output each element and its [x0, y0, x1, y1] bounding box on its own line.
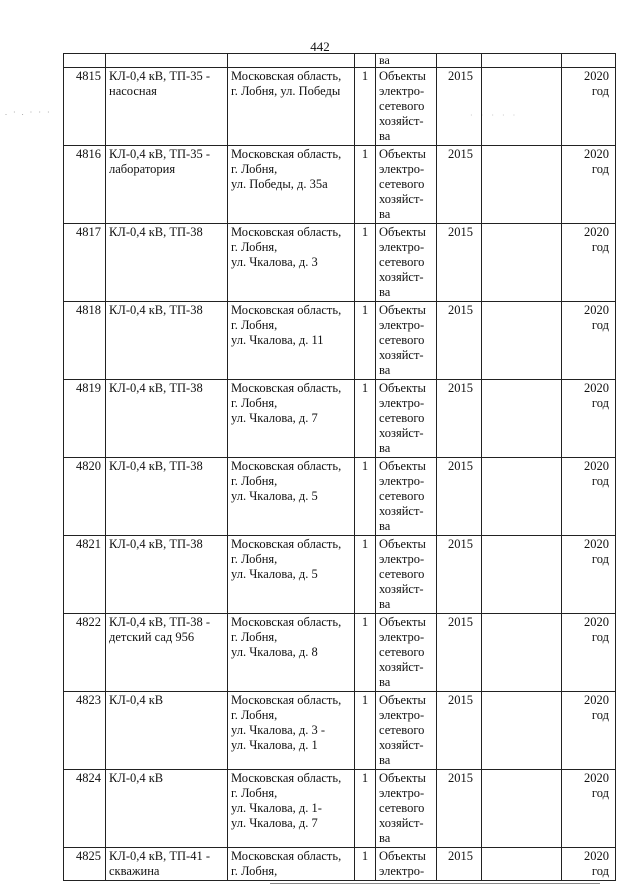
category-line: Объекты — [379, 615, 426, 629]
quantity: 1 — [355, 380, 376, 458]
empty-cell — [482, 614, 562, 692]
table-row — [64, 692, 616, 770]
category-line: Объекты — [379, 849, 426, 863]
address-line: Московская область, — [231, 615, 342, 629]
deadline: 2020 год — [562, 458, 616, 536]
address-line: ул. Чкалова, д. 7 — [231, 411, 318, 425]
table-row — [64, 380, 616, 458]
category-line: сетевого — [379, 177, 425, 191]
empty-cell — [482, 302, 562, 380]
deadline: 2020 год — [562, 224, 616, 302]
category-line: электро- — [379, 84, 425, 98]
year: 2015 — [437, 848, 482, 881]
category-line: хозяйст- — [379, 192, 424, 206]
category-line: хозяйст- — [379, 426, 424, 440]
year: 2015 — [437, 770, 482, 848]
address-line: ул. Чкалова, д. 8 — [231, 645, 318, 659]
category-line: хозяйст- — [379, 348, 424, 362]
category-line: сетевого — [379, 567, 425, 581]
address-line: ул. Чкалова, д. 5 — [231, 567, 318, 581]
category-line: хозяйст- — [379, 816, 424, 830]
address-line: ул. Чкалова, д. 1- — [231, 801, 322, 815]
register-table — [63, 53, 616, 881]
category-line: ва — [379, 831, 391, 845]
address-line: г. Лобня, — [231, 864, 278, 878]
empty-cell — [482, 146, 562, 224]
object-name: КЛ-0,4 кВ, ТП-38 — [106, 302, 228, 380]
category-line: ва — [379, 597, 391, 611]
address-line: ул. Чкалова, д. 5 — [231, 489, 318, 503]
object-address — [228, 614, 355, 692]
category-line: хозяйст- — [379, 270, 424, 284]
category-line: сетевого — [379, 801, 425, 815]
object-name: КЛ-0,4 кВ, ТП-38 — [106, 536, 228, 614]
object-address — [228, 536, 355, 614]
object-name: КЛ-0,4 кВ, ТП-35 - насосная — [106, 68, 228, 146]
address-line: Московская область, — [231, 225, 342, 239]
category-line: электро- — [379, 162, 425, 176]
year: 2015 — [437, 692, 482, 770]
address-line: г. Лобня, — [231, 396, 278, 410]
object-name: КЛ-0,4 кВ, ТП-38 — [106, 224, 228, 302]
quantity: 1 — [355, 536, 376, 614]
address-line: г. Лобня, — [231, 708, 278, 722]
deadline: 2020 год — [562, 302, 616, 380]
object-category — [376, 380, 437, 458]
object-category — [376, 302, 437, 380]
year: 2015 — [437, 224, 482, 302]
object-category — [376, 848, 437, 881]
address-line: ул. Чкалова, д. 11 — [231, 333, 324, 347]
row-number: 4816 — [64, 146, 106, 224]
year: 2015 — [437, 146, 482, 224]
category-line: ва — [379, 441, 391, 455]
table-row — [64, 848, 616, 881]
object-address — [228, 302, 355, 380]
category-line: ва — [379, 675, 391, 689]
quantity: 1 — [355, 68, 376, 146]
address-line: г. Лобня, — [231, 474, 278, 488]
category-line: Объекты — [379, 147, 426, 161]
object-name: КЛ-0,4 кВ, ТП-41 - скважина — [106, 848, 228, 881]
year: 2015 — [437, 614, 482, 692]
address-line: г. Лобня, ул. Победы — [231, 84, 341, 98]
object-category — [376, 770, 437, 848]
row-number: 4824 — [64, 770, 106, 848]
object-address — [228, 692, 355, 770]
table-row — [64, 770, 616, 848]
row-number: 4821 — [64, 536, 106, 614]
deadline: 2020 год — [562, 146, 616, 224]
address-line: г. Лобня, — [231, 786, 278, 800]
address-line: г. Лобня, — [231, 630, 278, 644]
row-number: 4823 — [64, 692, 106, 770]
category-line: Объекты — [379, 381, 426, 395]
address-line: Московская область, — [231, 303, 342, 317]
category-line: Объекты — [379, 69, 426, 83]
address-line: Московская область, — [231, 381, 342, 395]
continuation-text: ва — [376, 54, 437, 68]
category-line: электро- — [379, 708, 425, 722]
empty-cell — [482, 458, 562, 536]
category-line: хозяйст- — [379, 582, 424, 596]
row-number: 4815 — [64, 68, 106, 146]
address-line: г. Лобня, — [231, 318, 278, 332]
object-category — [376, 68, 437, 146]
object-name: КЛ-0,4 кВ, ТП-38 — [106, 458, 228, 536]
address-line: ул. Победы, д. 35а — [231, 177, 328, 191]
table-row — [64, 614, 616, 692]
address-line: г. Лобня, — [231, 162, 278, 176]
address-line: Московская область, — [231, 771, 342, 785]
category-line: Объекты — [379, 771, 426, 785]
category-line: электро- — [379, 630, 425, 644]
object-address — [228, 848, 355, 881]
object-name: КЛ-0,4 кВ — [106, 692, 228, 770]
object-address — [228, 146, 355, 224]
deadline: 2020 год — [562, 536, 616, 614]
empty-cell — [482, 770, 562, 848]
deadline: 2020 год — [562, 770, 616, 848]
object-category — [376, 458, 437, 536]
category-line: хозяйст- — [379, 114, 424, 128]
address-line: ул. Чкалова, д. 1 — [231, 738, 318, 752]
address-line: Московская область, — [231, 537, 342, 551]
category-line: сетевого — [379, 333, 425, 347]
deadline: 2020 год — [562, 68, 616, 146]
object-address — [228, 68, 355, 146]
row-number: 4819 — [64, 380, 106, 458]
empty-cell — [482, 536, 562, 614]
object-category — [376, 692, 437, 770]
object-name: КЛ-0,4 кВ, ТП-38 - детский сад 956 — [106, 614, 228, 692]
address-line: Московская область, — [231, 849, 342, 863]
category-line: Объекты — [379, 225, 426, 239]
year: 2015 — [437, 458, 482, 536]
empty-cell — [482, 224, 562, 302]
scan-noise-mark: . · . · · · — [5, 108, 52, 117]
deadline: 2020 год — [562, 614, 616, 692]
year: 2015 — [437, 380, 482, 458]
quantity: 1 — [355, 614, 376, 692]
quantity: 1 — [355, 770, 376, 848]
quantity: 1 — [355, 458, 376, 536]
table-row — [64, 536, 616, 614]
address-line: ул. Чкалова, д. 3 — [231, 255, 318, 269]
table-row — [64, 68, 616, 146]
object-name: КЛ-0,4 кВ, ТП-38 — [106, 380, 228, 458]
address-line: Московская область, — [231, 69, 342, 83]
quantity: 1 — [355, 224, 376, 302]
object-address — [228, 770, 355, 848]
table-row — [64, 146, 616, 224]
empty-cell — [482, 380, 562, 458]
year: 2015 — [437, 302, 482, 380]
deadline: 2020 год — [562, 692, 616, 770]
row-number: 4822 — [64, 614, 106, 692]
table-row — [64, 302, 616, 380]
address-line: Московская область, — [231, 459, 342, 473]
category-line: электро- — [379, 240, 425, 254]
address-line: ул. Чкалова, д. 3 - — [231, 723, 326, 737]
year: 2015 — [437, 536, 482, 614]
object-address — [228, 224, 355, 302]
address-line: г. Лобня, — [231, 552, 278, 566]
category-line: хозяйст- — [379, 504, 424, 518]
category-line: электро- — [379, 474, 425, 488]
row-number: 4818 — [64, 302, 106, 380]
scan-edge-line — [270, 883, 600, 884]
address-line: Московская область, — [231, 147, 342, 161]
object-category — [376, 146, 437, 224]
category-line: ва — [379, 285, 391, 299]
quantity: 1 — [355, 848, 376, 881]
quantity: 1 — [355, 146, 376, 224]
deadline: 2020 год — [562, 380, 616, 458]
category-line: ва — [379, 129, 391, 143]
category-line: электро- — [379, 864, 425, 878]
category-line: ва — [379, 519, 391, 533]
quantity: 1 — [355, 302, 376, 380]
row-number: 4817 — [64, 224, 106, 302]
object-name: КЛ-0,4 кВ — [106, 770, 228, 848]
object-address — [228, 458, 355, 536]
category-line: сетевого — [379, 723, 425, 737]
category-line: хозяйст- — [379, 660, 424, 674]
empty-cell — [482, 848, 562, 881]
category-line: электро- — [379, 786, 425, 800]
category-line: ва — [379, 207, 391, 221]
empty-cell — [482, 68, 562, 146]
object-name: КЛ-0,4 кВ, ТП-35 - лаборатория — [106, 146, 228, 224]
empty-cell — [482, 692, 562, 770]
deadline: 2020 год — [562, 848, 616, 881]
year: 2015 — [437, 68, 482, 146]
address-line: г. Лобня, — [231, 240, 278, 254]
category-line: Объекты — [379, 537, 426, 551]
category-line: сетевого — [379, 411, 425, 425]
address-line: ул. Чкалова, д. 7 — [231, 816, 318, 830]
object-category — [376, 224, 437, 302]
category-line: сетевого — [379, 489, 425, 503]
category-line: сетевого — [379, 99, 425, 113]
row-number: 4825 — [64, 848, 106, 881]
object-category — [376, 536, 437, 614]
quantity: 1 — [355, 692, 376, 770]
scan-noise-mark: · · · · · — [470, 111, 519, 120]
category-line: Объекты — [379, 693, 426, 707]
category-line: ва — [379, 363, 391, 377]
table-row — [64, 224, 616, 302]
category-line: ва — [379, 753, 391, 767]
category-line: электро- — [379, 552, 425, 566]
category-line: хозяйст- — [379, 738, 424, 752]
object-category — [376, 614, 437, 692]
row-number: 4820 — [64, 458, 106, 536]
address-line: Московская область, — [231, 693, 342, 707]
table-row — [64, 458, 616, 536]
category-line: Объекты — [379, 459, 426, 473]
page-number: 442 — [310, 39, 330, 54]
object-address — [228, 380, 355, 458]
category-line: электро- — [379, 318, 425, 332]
category-line: сетевого — [379, 255, 425, 269]
continuation-row — [64, 54, 616, 68]
category-line: электро- — [379, 396, 425, 410]
category-line: сетевого — [379, 645, 425, 659]
category-line: Объекты — [379, 303, 426, 317]
